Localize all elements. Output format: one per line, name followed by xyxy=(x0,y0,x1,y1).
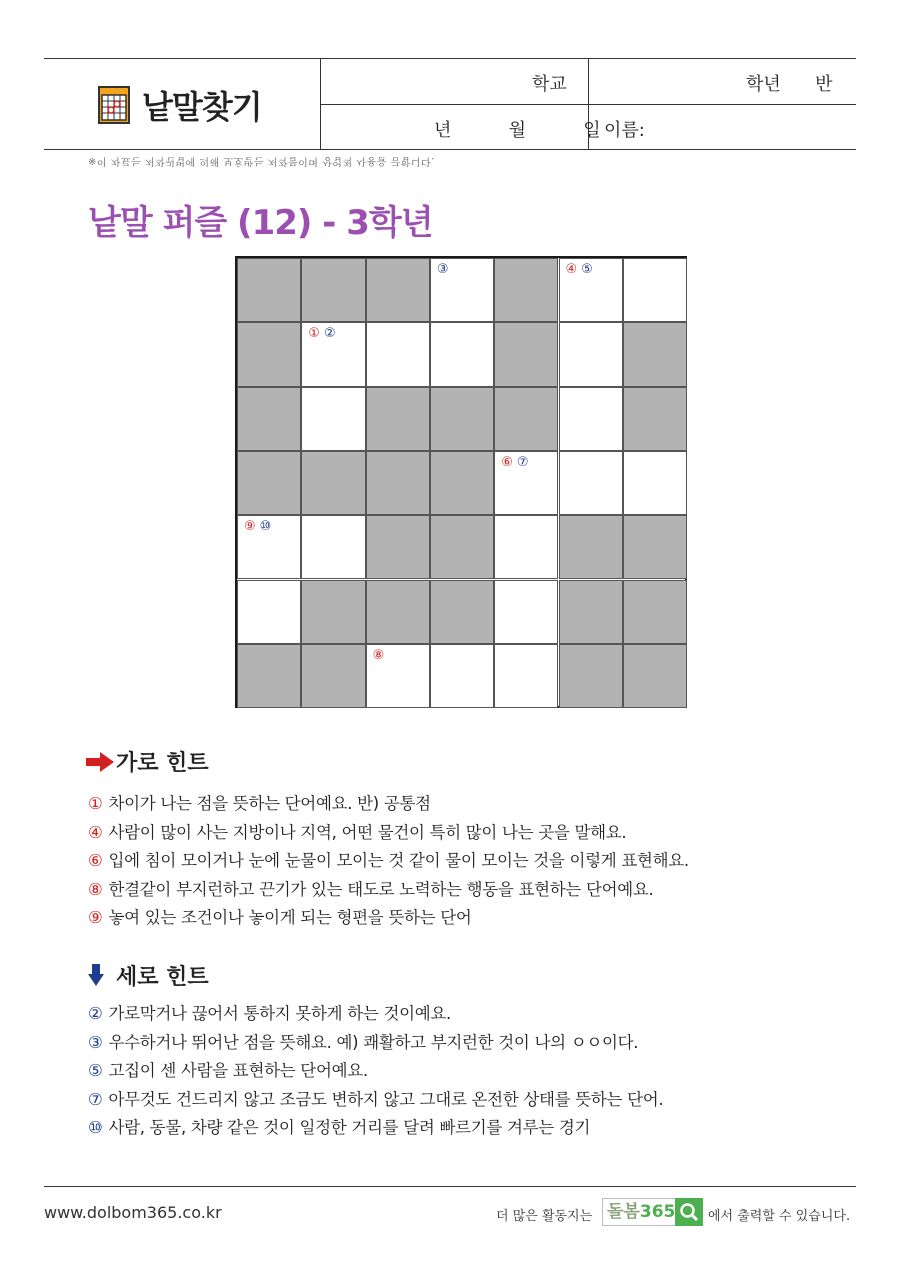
clue-number xyxy=(244,520,271,534)
grid-cell-blocked xyxy=(430,580,494,644)
clue-number-across: ① xyxy=(308,326,320,342)
grid-cell-blocked xyxy=(559,580,623,644)
grid-cell-blocked xyxy=(430,515,494,579)
grid-cell-blocked xyxy=(237,387,301,451)
clue-number-down: ③ xyxy=(436,262,449,277)
calendar-grid-icon xyxy=(98,86,130,124)
clue-number-down: ② xyxy=(323,326,336,342)
hint-text: 아무것도 건드리지 않고 조금도 변하지 않고 그대로 온전한 상태를 뜻하는 단어. xyxy=(108,1089,664,1109)
across-hint-item xyxy=(88,847,689,871)
hint-text: 사람이 많이 사는 지방이나 지역, 어떤 물건이 특히 많이 나는 곳을 말해요. xyxy=(108,822,627,842)
name-label: 이름: xyxy=(604,120,645,141)
grid-cell-blocked xyxy=(237,451,301,515)
grid-cell-blocked xyxy=(623,644,687,708)
clue-number-across: ⑧ xyxy=(372,647,385,663)
across-hint-item xyxy=(88,790,431,814)
hint-number: ④ xyxy=(88,822,103,842)
grid-cell-empty[interactable] xyxy=(301,387,365,451)
grid-cell-blocked xyxy=(559,515,623,579)
clue-number xyxy=(566,263,593,277)
brand-text-a: 돌봄 xyxy=(607,1202,640,1222)
grid-cell-empty[interactable] xyxy=(559,258,623,322)
grid-cell-empty[interactable] xyxy=(623,451,687,515)
grid-cell-empty[interactable] xyxy=(301,515,365,579)
arrow-right-icon xyxy=(86,752,114,776)
across-hints-title: 가로 힌트 xyxy=(116,751,209,776)
across-hint-item xyxy=(88,876,653,900)
crossword-grid xyxy=(235,256,687,708)
grid-cell-blocked xyxy=(430,451,494,515)
grid-cell-empty[interactable] xyxy=(494,451,558,515)
arrow-down-icon xyxy=(88,964,104,990)
grid-cell-empty[interactable] xyxy=(366,644,430,708)
clue-number-across: ⑨ xyxy=(244,519,256,535)
down-hint-item xyxy=(88,1000,451,1024)
clue-number-down: ⑦ xyxy=(516,454,529,470)
grid-cell-empty[interactable] xyxy=(237,515,301,579)
grid-cell-empty[interactable] xyxy=(559,322,623,386)
clue-number xyxy=(373,649,385,663)
grid-cell-empty[interactable] xyxy=(237,580,301,644)
hint-text: 가로막거나 끊어서 통하지 못하게 하는 것이예요. xyxy=(108,1004,451,1023)
grid-cell-blocked xyxy=(301,258,365,322)
copyright-mirror-text: ※이 자료는 저작권법에 의해 보호받는 저작물이며 상업적 사용을 금합니다. xyxy=(88,155,435,166)
hint-number: ① xyxy=(88,794,103,813)
footer-promo-before: 더 많은 활동지는 xyxy=(496,1209,593,1224)
grid-cell-blocked xyxy=(430,387,494,451)
grid-cell-blocked xyxy=(237,644,301,708)
down-hint-item xyxy=(88,1057,368,1081)
grid-cell-blocked xyxy=(366,515,430,579)
clue-number-across: ④ xyxy=(565,262,578,277)
grid-cell-empty[interactable] xyxy=(559,387,623,451)
hint-number: ⑩ xyxy=(88,1118,103,1138)
hint-text: 고집이 센 사람을 표현하는 단어예요. xyxy=(108,1061,368,1081)
clue-number-down: ⑤ xyxy=(581,262,593,277)
hint-number: ⑥ xyxy=(88,851,103,871)
hint-number: ② xyxy=(88,1004,103,1023)
hint-text: 우수하거나 뛰어난 점을 뜻해요. 예) 쾌활하고 부지런한 것이 나의 ㅇㅇ이다. xyxy=(108,1032,639,1052)
grid-cell-blocked xyxy=(623,580,687,644)
grid-cell-blocked xyxy=(301,451,365,515)
grid-cell-empty[interactable] xyxy=(430,322,494,386)
brand-text-b: 365 xyxy=(639,1202,676,1222)
hint-number: ⑧ xyxy=(88,879,103,899)
grid-cell-blocked xyxy=(494,387,558,451)
logo-text: 낱말찾기 xyxy=(142,88,262,126)
hint-number: ⑨ xyxy=(88,908,103,928)
grid-cell-empty[interactable] xyxy=(494,580,558,644)
down-hints-title: 세로 힌트 xyxy=(116,965,209,990)
clue-number xyxy=(308,327,335,341)
grid-cell-empty[interactable] xyxy=(301,322,365,386)
grid-cell-blocked xyxy=(301,644,365,708)
grid-cell-blocked xyxy=(366,451,430,515)
hint-text: 입에 침이 모이거나 눈에 눈물이 모이는 것 같이 물이 모이는 것을 이렇게 표현해요. xyxy=(108,851,689,871)
grid-cell-empty[interactable] xyxy=(494,515,558,579)
grid-cell-blocked xyxy=(559,644,623,708)
grid-cell-blocked xyxy=(366,387,430,451)
grid-cell-blocked xyxy=(301,580,365,644)
grid-cell-blocked xyxy=(494,322,558,386)
across-hint-item xyxy=(88,904,472,928)
across-hint-item xyxy=(88,819,626,843)
grid-cell-empty[interactable] xyxy=(366,322,430,386)
hint-text: 한결같이 부지런하고 끈기가 있는 태도로 노력하는 행동을 표현하는 단어예요. xyxy=(108,879,654,899)
date-label: 년 월 일 xyxy=(434,120,601,141)
search-icon[interactable] xyxy=(675,1198,703,1226)
clue-number-across: ⑥ xyxy=(501,454,513,470)
hint-number: ⑤ xyxy=(88,1061,103,1081)
down-hint-item xyxy=(88,1114,590,1138)
grid-cell-empty[interactable] xyxy=(623,258,687,322)
grade-class-label: 학년 반 xyxy=(746,74,833,95)
grid-cell-blocked xyxy=(366,258,430,322)
grid-cell-blocked xyxy=(494,258,558,322)
grid-cell-blocked xyxy=(366,580,430,644)
footer-site-link[interactable]: www.dolbom365.co.kr xyxy=(44,1203,222,1222)
grid-cell-blocked xyxy=(623,387,687,451)
grid-cell-blocked xyxy=(237,322,301,386)
hint-number: ⑦ xyxy=(88,1089,103,1109)
grid-cell-empty[interactable] xyxy=(559,451,623,515)
down-hint-item xyxy=(88,1086,663,1110)
down-hint-item xyxy=(88,1029,638,1053)
hint-number: ③ xyxy=(88,1032,103,1052)
grid-cell-empty[interactable] xyxy=(430,258,494,322)
hint-text: 차이가 나는 점을 뜻하는 단어예요. 반) 공통점 xyxy=(108,794,431,813)
grid-cell-blocked xyxy=(623,515,687,579)
footer-promo-after: 에서 출력할 수 있습니다. xyxy=(708,1209,851,1224)
hint-text: 놓여 있는 조건이나 놓이게 되는 형편을 뜻하는 단어 xyxy=(108,908,472,928)
clue-number xyxy=(501,456,528,470)
grid-cell-blocked xyxy=(623,322,687,386)
grid-cell-empty[interactable] xyxy=(430,644,494,708)
grid-cell-empty[interactable] xyxy=(494,644,558,708)
school-label: 학교 xyxy=(532,74,567,95)
clue-number xyxy=(437,263,449,277)
grid-cell-blocked xyxy=(237,258,301,322)
page-title: 낱말 퍼즐 (12) - 3학년 xyxy=(88,203,433,243)
hint-text: 사람, 동물, 차량 같은 것이 일정한 거리를 달려 빠르기를 겨루는 경기 xyxy=(108,1118,591,1138)
clue-number-down: ⑩ xyxy=(259,519,272,535)
